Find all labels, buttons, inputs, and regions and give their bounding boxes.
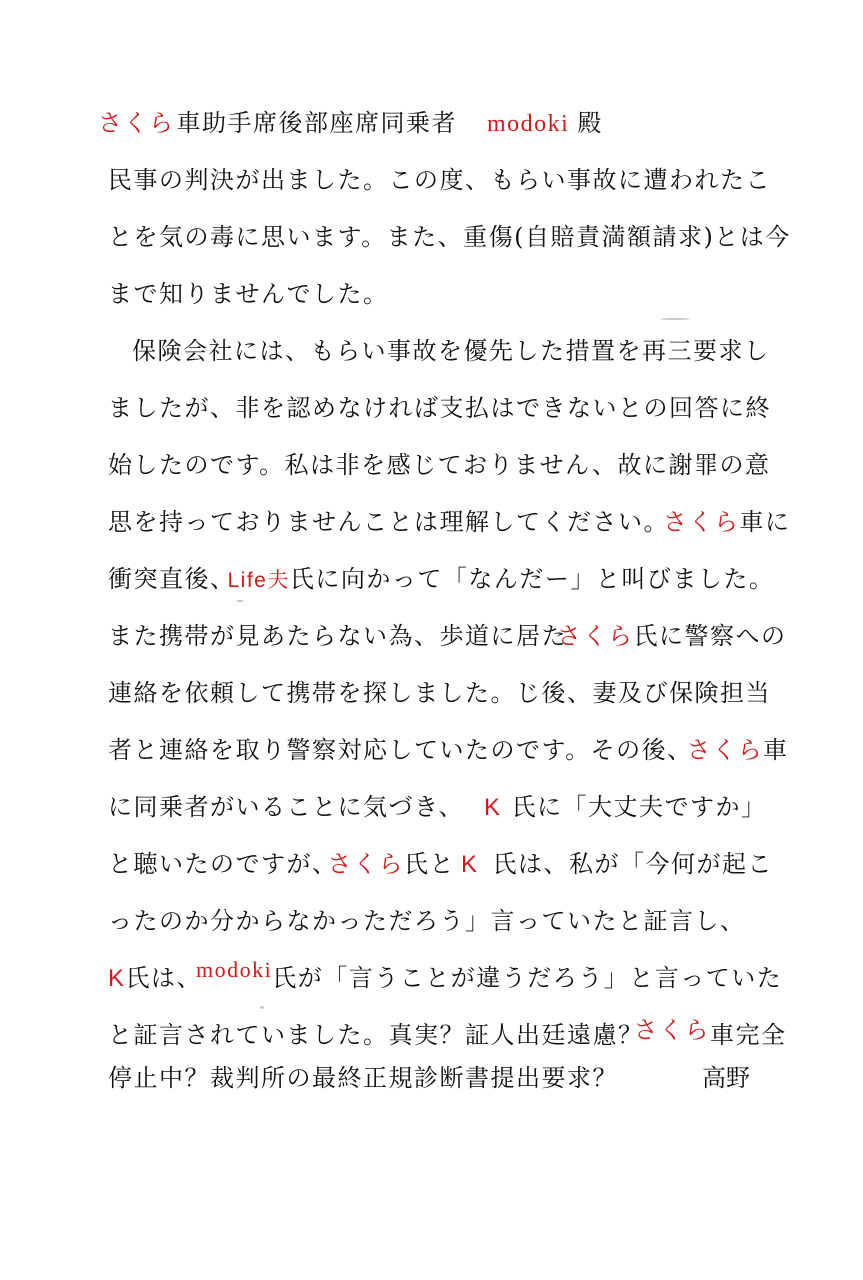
paragraph-1-line-1: 民事の判決が出ました。この度、もらい事故に遭われたこ: [108, 166, 771, 194]
line-text: 思を持っておりませんことは理解してください。: [108, 508, 669, 536]
highlight-name: さくら: [557, 622, 634, 650]
highlight-name: K: [108, 965, 126, 992]
line-text: 氏と: [404, 850, 455, 878]
highlight-name: K: [478, 793, 508, 823]
body-line-11: 連絡を依頼して携帯を探しました。じ後、妻及び保険担当: [108, 679, 771, 707]
line-text: に同乗者がいることに気づき、: [108, 793, 465, 821]
body-line-9: [108, 564, 775, 596]
paragraph-1-line-2: とを気の毒に思います。また、重傷(自賠責満額請求)とは今: [108, 223, 791, 251]
highlight-name: modoki: [196, 957, 273, 982]
line-text: 氏に向かって「なんだー」と叫びました。: [289, 565, 775, 593]
line-text: 車: [763, 736, 789, 764]
signature: 高野: [702, 1064, 750, 1092]
line-text: 衝突直後、: [108, 565, 236, 593]
paragraph-2-line-2: ましたが、非を認めなければ支払はできないとの回答に終: [108, 394, 771, 422]
paragraph-1-line-3: まで知りませんでした。: [108, 280, 389, 308]
body-line-13: [108, 792, 768, 823]
scan-speck: [260, 1006, 264, 1009]
line-text: 氏に警察への: [633, 622, 787, 650]
body-line-10: [108, 621, 787, 651]
recipient-name-modoki: modoki: [481, 109, 575, 139]
line-text: 氏が「言うことが違うだろう」と言っていた: [272, 964, 783, 992]
highlight-name: さくら: [327, 850, 404, 878]
line-text: と証言されていました。真実？証人出廷遠慮？: [108, 1021, 644, 1049]
highlight-name: Life夫: [227, 569, 290, 592]
body-line-18: 停止中？裁判所の最終正規診断書提出要求？: [108, 1064, 618, 1092]
body-line-17: [108, 1016, 787, 1050]
line-text: 氏に「大丈夫ですか」: [511, 793, 767, 821]
paragraph-2-line-3: 始したのです。私は非を感じておりません、故に謝罪の意: [108, 451, 771, 479]
line-text: 車に: [739, 508, 791, 536]
line-text: と聴いたのですが、: [108, 850, 338, 878]
recipient-name-red: さくら: [98, 109, 175, 137]
line-text: 車完全: [710, 1021, 787, 1049]
line-text: 氏は、: [125, 964, 203, 992]
body-line-12: [108, 735, 789, 765]
body-line-15: ったのか分からなかっただろう」言っていたと証言し、: [108, 907, 746, 935]
paragraph-2-line-1: 保険会社には、もらい事故を優先した措置を再三要求し: [132, 337, 770, 365]
paragraph-2-line-4: [108, 507, 791, 537]
scan-speck: [660, 318, 690, 320]
line-text: 者と連絡を取り警察対応していたのです。その後、: [108, 736, 693, 764]
highlight-name: さくら: [633, 1016, 710, 1044]
scan-speck: [236, 600, 244, 602]
line-text: 氏は、私が「今何が起こ: [492, 850, 774, 878]
highlight-name: さくら: [686, 736, 764, 764]
body-line-14: [108, 849, 774, 880]
highlight-name: さくら: [663, 508, 740, 536]
honorific: 殿: [577, 109, 603, 137]
header-text: 車助手席後部座席同乗者: [176, 109, 457, 137]
body-line-16: [108, 957, 783, 994]
letter-header: [98, 108, 768, 139]
highlight-name: K: [455, 850, 485, 880]
line-text: また携帯が見あたらない為、歩道に居た: [108, 622, 567, 650]
